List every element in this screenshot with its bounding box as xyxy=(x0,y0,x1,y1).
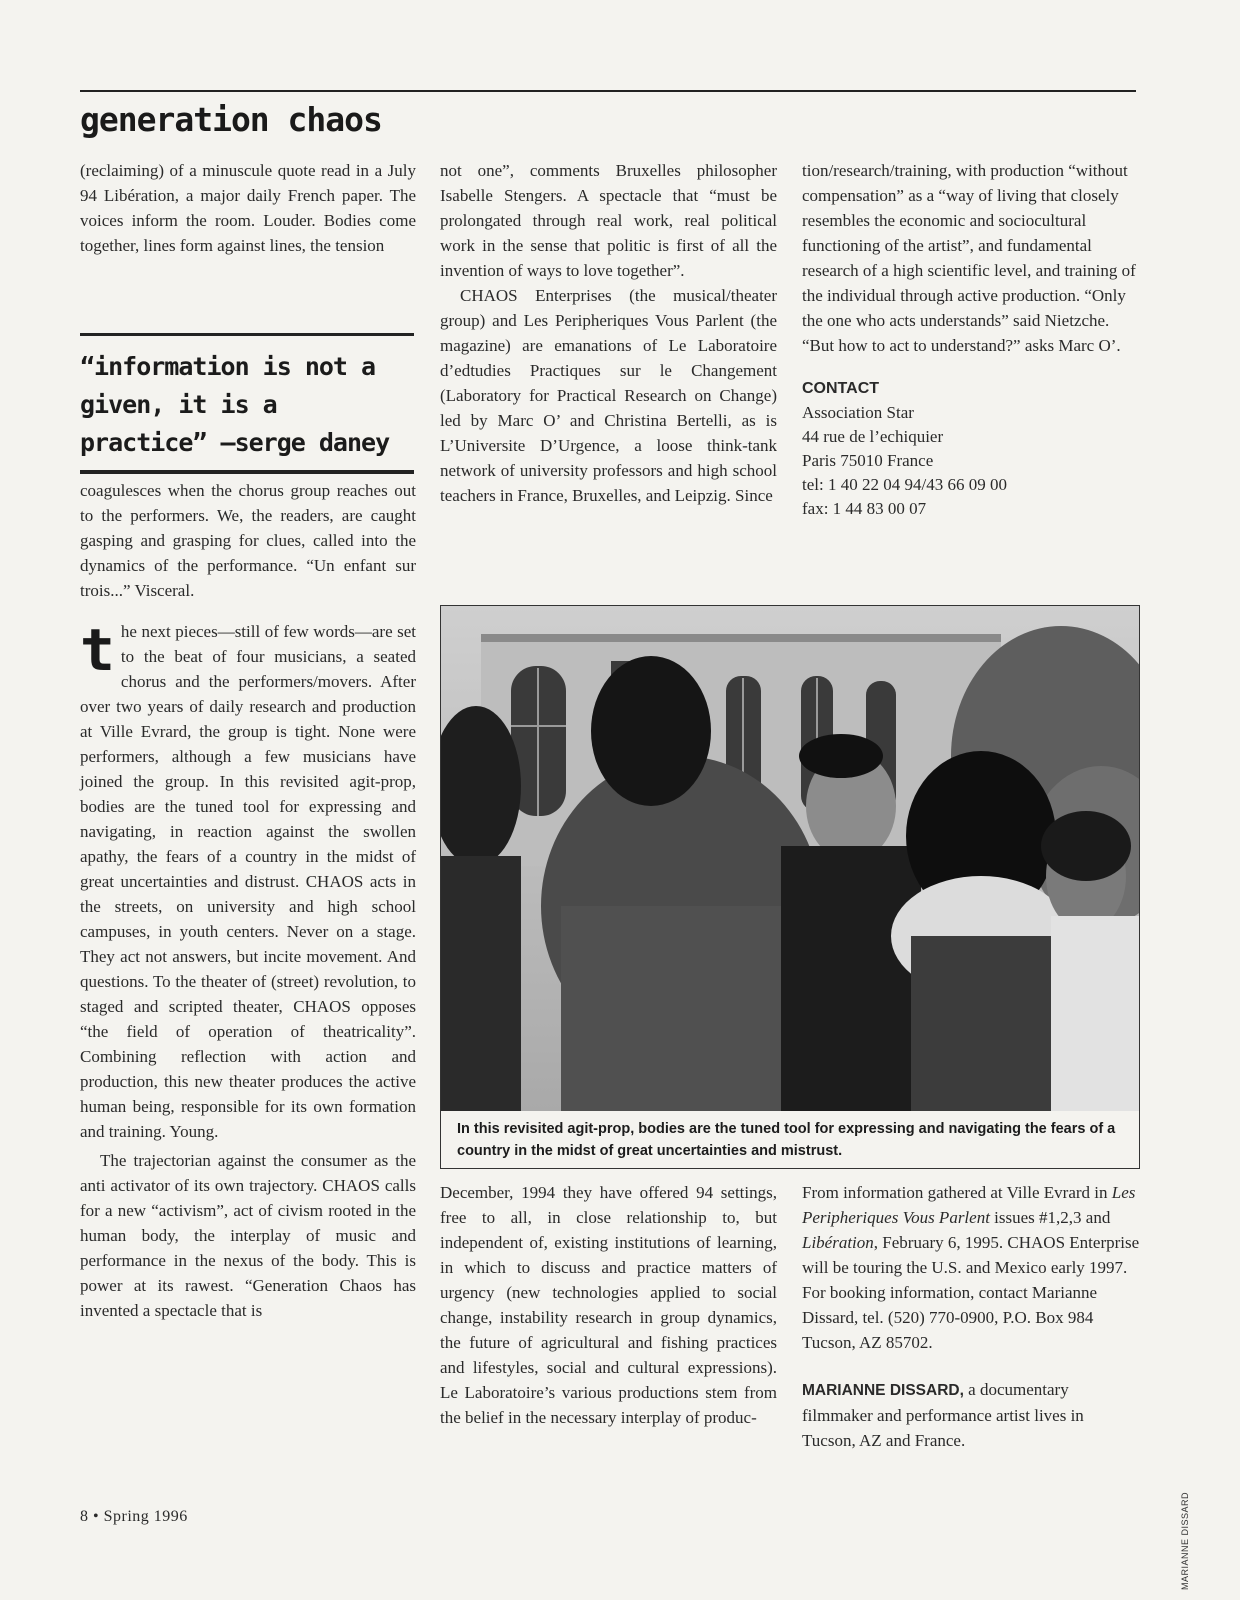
photo-caption: In this revisited agit-prop, bodies are the tuned tool for expressing and navigating the fears of a country in the midst of great uncertainties and mistrust. xyxy=(457,1121,1116,1159)
photo-frame xyxy=(440,605,1140,1169)
col1-dropcap-text: he next pieces—still of few words—are set to the beat of four musicians, a seated chorus and the performers/movers. After over two years of daily research and production at Ville Evrard, the group is tight. None were performers, although a few musicians have joined the group. In this revisited agit-prop, bodies are the tuned tool for expressing and navigating, in reaction against the swollen apathy, the fears of a country in the midst of great uncertainties and distrust. CHAOS acts in the streets, on university and high school campuses, in youth centers. Never on a stage. They act not answers, but incite movement. And questions. To the theater of (street) revolution, to staged and scripted theater, CHAOS opposes “the field of operation of theatricality”. Combining reflection with action and production, this new theater produces the active human being, responsible for its own formation and training. Young. xyxy=(80,622,416,1141)
top-rule xyxy=(80,90,1136,92)
publication-title: Les Peripheriques Vous Parlent xyxy=(802,1183,1136,1227)
column-2-top xyxy=(440,158,777,508)
column-1-top xyxy=(80,158,416,258)
col2-paragraph-3: December, 1994 they have offered 94 settings, free to all, in close relationship to, but independent of, existing institutions of learning, in which to discuss and practice matters of urgency (new technologies applied to social change, instability research in group dynamics, the future of agricultural and fishing practices and lifestyles, social and cultural expressions). Le Laboratoire’s various productions stem from the belief in the necessary interplay of produc- xyxy=(440,1183,777,1427)
col1-paragraph-dropcap xyxy=(80,616,416,1144)
column-3-bottom xyxy=(802,1180,1140,1453)
text-run: , February 6, 1995. CHAOS Enterprise will be touring the U.S. and Mexico early 1997. For booking information, contact Marianne Dissard, tel. (520) 770-0900, P.O. Box 984 Tucson, AZ 85702. xyxy=(802,1233,1140,1352)
section-title: generation chaos xyxy=(80,100,382,139)
text-run: issues #1,2,3 and xyxy=(989,1208,1111,1227)
page-footer: 8 • Spring 1996 xyxy=(80,1508,188,1525)
publication-title: Libération xyxy=(802,1233,874,1252)
photo-credit-wrap xyxy=(1180,1480,1190,1590)
col1-paragraph-after-quote: coagulesces when the chorus group reaches out to the performers. We, the readers, are caught gasping and grasping for clues, called into the dynamics of the performance. “Un enfant sur trois...” Visceral. xyxy=(80,481,416,600)
col1-paragraph-last: The trajectorian against the consumer as the anti activator of its own trajectory. CHAOS calls for a new “activism”, act of civism rooted in the human body, the interplay of music and performance in the nexus of the body. This is power at its rawest. “Generation Chaos has invented a spectacle that is xyxy=(80,1151,416,1320)
pull-quote: “information is not a given, it is a practice” —serge daney xyxy=(80,333,414,474)
col3-paragraph-1: tion/research/training, with production “without compensation” as a “way of living that closely resembles the economic and sociocultural functioning of the artist”, and fundamental research of a high scientific level, and training of the individual through active production. “Only the one who acts understands” said Nietzche. “But how to act to understand?” asks Marc O’. xyxy=(802,161,1136,355)
column-3-top xyxy=(802,158,1140,521)
column-2-bottom xyxy=(440,1180,777,1430)
contact-line: tel: 1 40 22 04 94/43 66 09 00 xyxy=(802,475,1007,494)
col2-paragraph-2: CHAOS Enterprises (the musical/theater group) and Les Peripheriques Vous Parlent (the magazine) are emanations of Le Laboratoire d’edtudies Practiques sur le Changement (Laboratory for Practical Research on Change) led by Marc O’ and Christina Bertelli, as is L’Universite D’Urgence, a loose think-tank network of university professors and high school teachers in France, Bruxelles, and Leipzig. Since xyxy=(440,286,777,505)
col2-paragraph-1: not one”, comments Bruxelles philosopher Isabelle Stengers. A spectacle that “must be prolongated through real work, real political work in the sense that politic is first of all the invention of ways to love together”. xyxy=(440,161,777,280)
contact-line: 44 rue de l’echiquier xyxy=(802,427,944,446)
text-run: From information gathered at Ville Evrard in xyxy=(802,1183,1112,1202)
contact-address xyxy=(802,401,1140,521)
photo-credit: MARIANNE DISSARD xyxy=(1180,1491,1190,1590)
contact-line: Paris 75010 France xyxy=(802,451,934,470)
column-1-body xyxy=(80,478,416,1323)
author-bio xyxy=(802,1377,1140,1453)
contact-line: Association Star xyxy=(802,403,914,422)
contact-heading: CONTACT xyxy=(802,380,880,397)
protest-photo xyxy=(441,606,1139,1111)
author-bio-text: a documentary filmmaker and performance artist lives in Tucson, AZ and France. xyxy=(802,1380,1084,1450)
col3-paragraph-bottom xyxy=(802,1180,1140,1355)
col1-paragraph-top: (reclaiming) of a minuscule quote read in a July 94 Libération, a major daily French paper. The voices inform the room. Louder. Bodies come together, lines form against lines, the tension xyxy=(80,161,416,255)
drop-cap: t xyxy=(80,616,115,684)
contact-line: fax: 1 44 83 00 07 xyxy=(802,499,927,518)
author-name: MARIANNE DISSARD, xyxy=(802,1382,964,1399)
